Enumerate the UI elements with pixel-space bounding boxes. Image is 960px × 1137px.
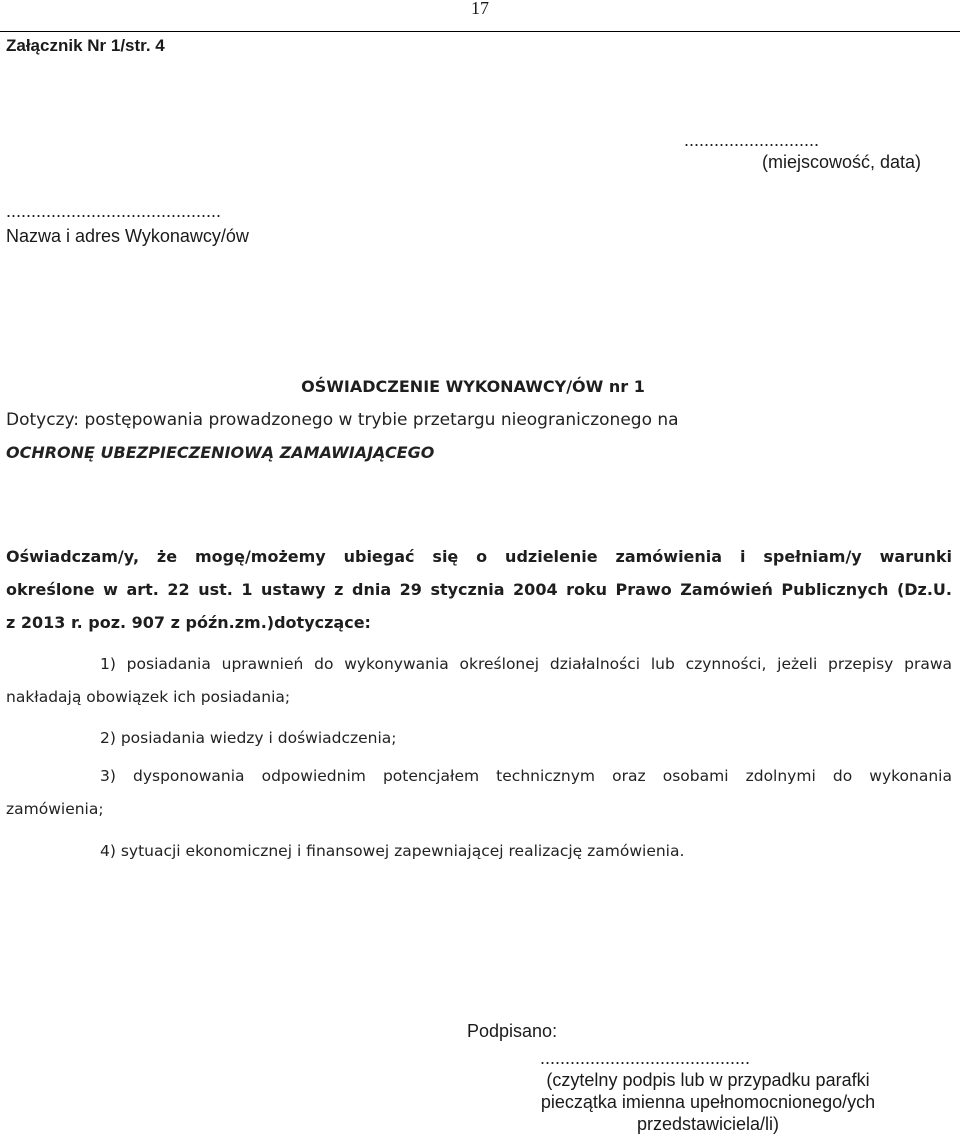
signature-caption-line: (czytelny podpis lub w przypadku parafki	[546, 1070, 870, 1090]
signature-caption	[528, 1069, 888, 1135]
tender-subject: OCHRONĘ UBEZPIECZENIOWĄ ZAMAWIAJĄCEGO	[6, 443, 435, 462]
declaration-line-1: Oświadczam/y, że mogę/możemy ubiegać się o udzielenie zamówienia i spełniam/y warunki	[6, 547, 952, 566]
place-date-dots: ...........................	[684, 130, 820, 150]
concerns-line: Dotyczy: postępowania prowadzonego w trybie przetargu nieograniczonego na	[6, 410, 679, 430]
list-item-line: nakładają obowiązek ich posiadania;	[6, 688, 291, 706]
signature-caption-line: pieczątka imienna upełnomocnionego/ych	[540, 1092, 876, 1112]
declaration-line-2: określone w art. 22 ust. 1 ustawy z dnia 29 stycznia 2004 roku Prawo Zamówień Publicznych (Dz.U.	[6, 580, 952, 599]
list-item	[6, 760, 952, 826]
list-item	[6, 722, 952, 755]
signed-label: Podpisano:	[467, 1021, 558, 1041]
list-item-line: 4) sytuacji ekonomicznej i finansowej zapewniającej realizację zamówienia.	[100, 842, 685, 860]
list-item-line: 2) posiadania wiedzy i doświadczenia;	[100, 729, 397, 747]
contractor-label: Nazwa i adres Wykonawcy/ów	[6, 226, 249, 246]
declaration-paragraph	[6, 540, 952, 639]
place-date-label: (miejscowość, data)	[762, 152, 922, 172]
list-item-line: 1) posiadania uprawnień do wykonywania określonej działalności lub czynności, jeżeli przepisy prawa	[100, 655, 952, 673]
list-item-line: zamówienia;	[6, 800, 104, 818]
list-item	[6, 648, 952, 714]
signature-dots: ..........................................	[540, 1048, 751, 1068]
page-number: 17	[471, 0, 489, 18]
list-item-line: 3) dysponowania odpowiednim potencjałem technicznym oraz osobami zdolnymi do wykonania	[100, 767, 952, 785]
declaration-line-3: z 2013 r. poz. 907 z późn.zm.)dotyczące:	[6, 613, 371, 632]
annex-label: Załącznik Nr 1/str. 4	[6, 36, 165, 55]
header-rule	[0, 31, 960, 32]
document-title: OŚWIADCZENIE WYKONAWCY/ÓW nr 1	[301, 377, 645, 396]
contractor-dots: ...........................................	[6, 201, 222, 221]
signature-caption-line: przedstawiciela/li)	[636, 1114, 780, 1134]
list-item	[6, 835, 952, 868]
